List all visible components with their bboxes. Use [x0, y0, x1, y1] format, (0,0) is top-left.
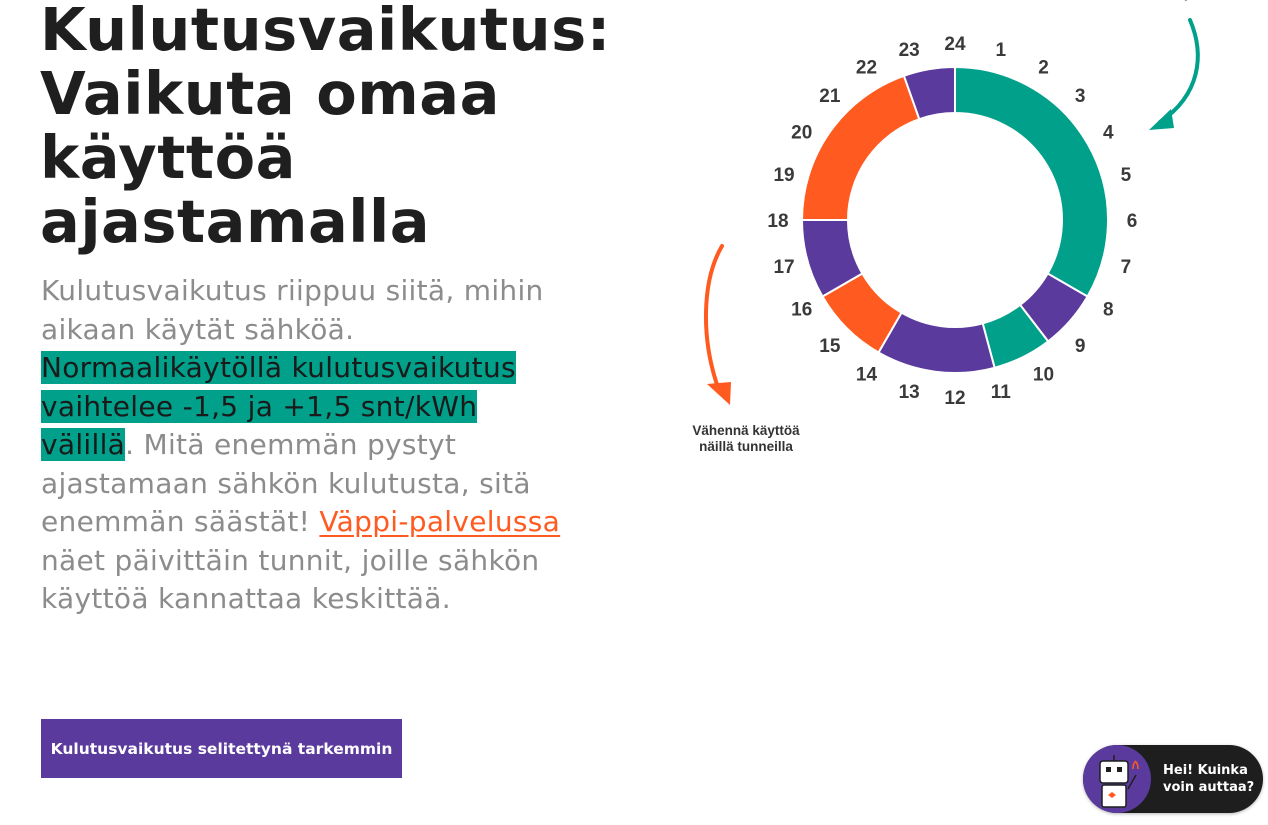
hour-label: 6	[1126, 211, 1138, 232]
hour-label: 11	[990, 381, 1011, 403]
title-line-4: ajastamalla	[40, 187, 431, 256]
hour-label: 4	[1102, 122, 1114, 144]
hour-label: 7	[1120, 256, 1132, 278]
title-line-2: Vaikuta omaa	[40, 59, 500, 128]
vappi-service-link[interactable]: Väppi-palvelussa	[319, 505, 561, 538]
clock-segments	[802, 67, 1108, 373]
teal-arrow	[1160, 20, 1198, 122]
hour-label: 5	[1120, 165, 1132, 187]
teal-arrowhead	[1149, 109, 1174, 130]
hour-label: 3	[1074, 85, 1086, 107]
hour-label: 13	[898, 381, 920, 403]
chat-widget[interactable]	[1083, 745, 1263, 813]
hour-label: 23	[898, 40, 920, 62]
explanation-button[interactable]: Kulutusvaikutus selitettynä tarkemmin	[41, 719, 402, 778]
hour-label: 21	[819, 85, 841, 107]
paragraph-intro: Kulutusvaikutus riippuu siitä, mihin aikaan käytät sähköä.	[41, 274, 544, 346]
hour-label: 10	[1032, 364, 1055, 386]
annotation-decrease-line-1: Vähennä käyttöä	[692, 423, 800, 438]
page-title	[40, 0, 611, 256]
hour-label: 19	[773, 165, 795, 187]
hour-label: 2	[1038, 57, 1049, 79]
chat-greeting-line-2: voin auttaa?	[1163, 780, 1255, 795]
paragraph-middle: . Mitä enemmän pystyt ajastamaan sähkön kulutusta, sitä enemmän säästät!	[41, 428, 531, 538]
hour-label: 22	[855, 57, 878, 79]
hour-label: 12	[944, 388, 966, 409]
robot-icon	[1083, 745, 1151, 813]
hour-label: 15	[819, 336, 841, 358]
chat-greeting	[1163, 762, 1258, 796]
hour-label: 14	[855, 364, 878, 386]
annotation-decrease-line-2: näillä tunneilla	[699, 439, 793, 454]
hour-label: 1	[995, 40, 1007, 62]
hour-label: 17	[773, 256, 795, 278]
highlighted-text: Normaalikäytöllä kulutusvaikutus vaihtelee -1,5 ja +1,5 snt/kWh välillä	[41, 351, 516, 461]
paragraph-end: näet päivittäin tunnit, joille sähkön käyttöä kannattaa keskittää.	[41, 543, 540, 615]
orange-arrowhead	[707, 382, 731, 405]
description-paragraph	[41, 272, 561, 619]
hour-label: 24	[944, 34, 966, 55]
chat-greeting-line-1: Hei! Kuinka	[1163, 763, 1248, 778]
title-line-3: käyttöä	[40, 123, 296, 192]
hour-label: 20	[791, 122, 813, 144]
chatbot-avatar	[1083, 745, 1151, 813]
hour-clock-chart	[660, 0, 1268, 480]
hour-label: 18	[767, 211, 789, 232]
orange-arrow	[706, 246, 722, 393]
annotation-increase-text	[1133, 0, 1216, 1]
hour-label: 9	[1074, 336, 1086, 358]
title-line-1: Kulutusvaikutus:	[40, 0, 611, 64]
hour-label: 8	[1102, 299, 1114, 321]
hour-label: 16	[791, 299, 813, 321]
